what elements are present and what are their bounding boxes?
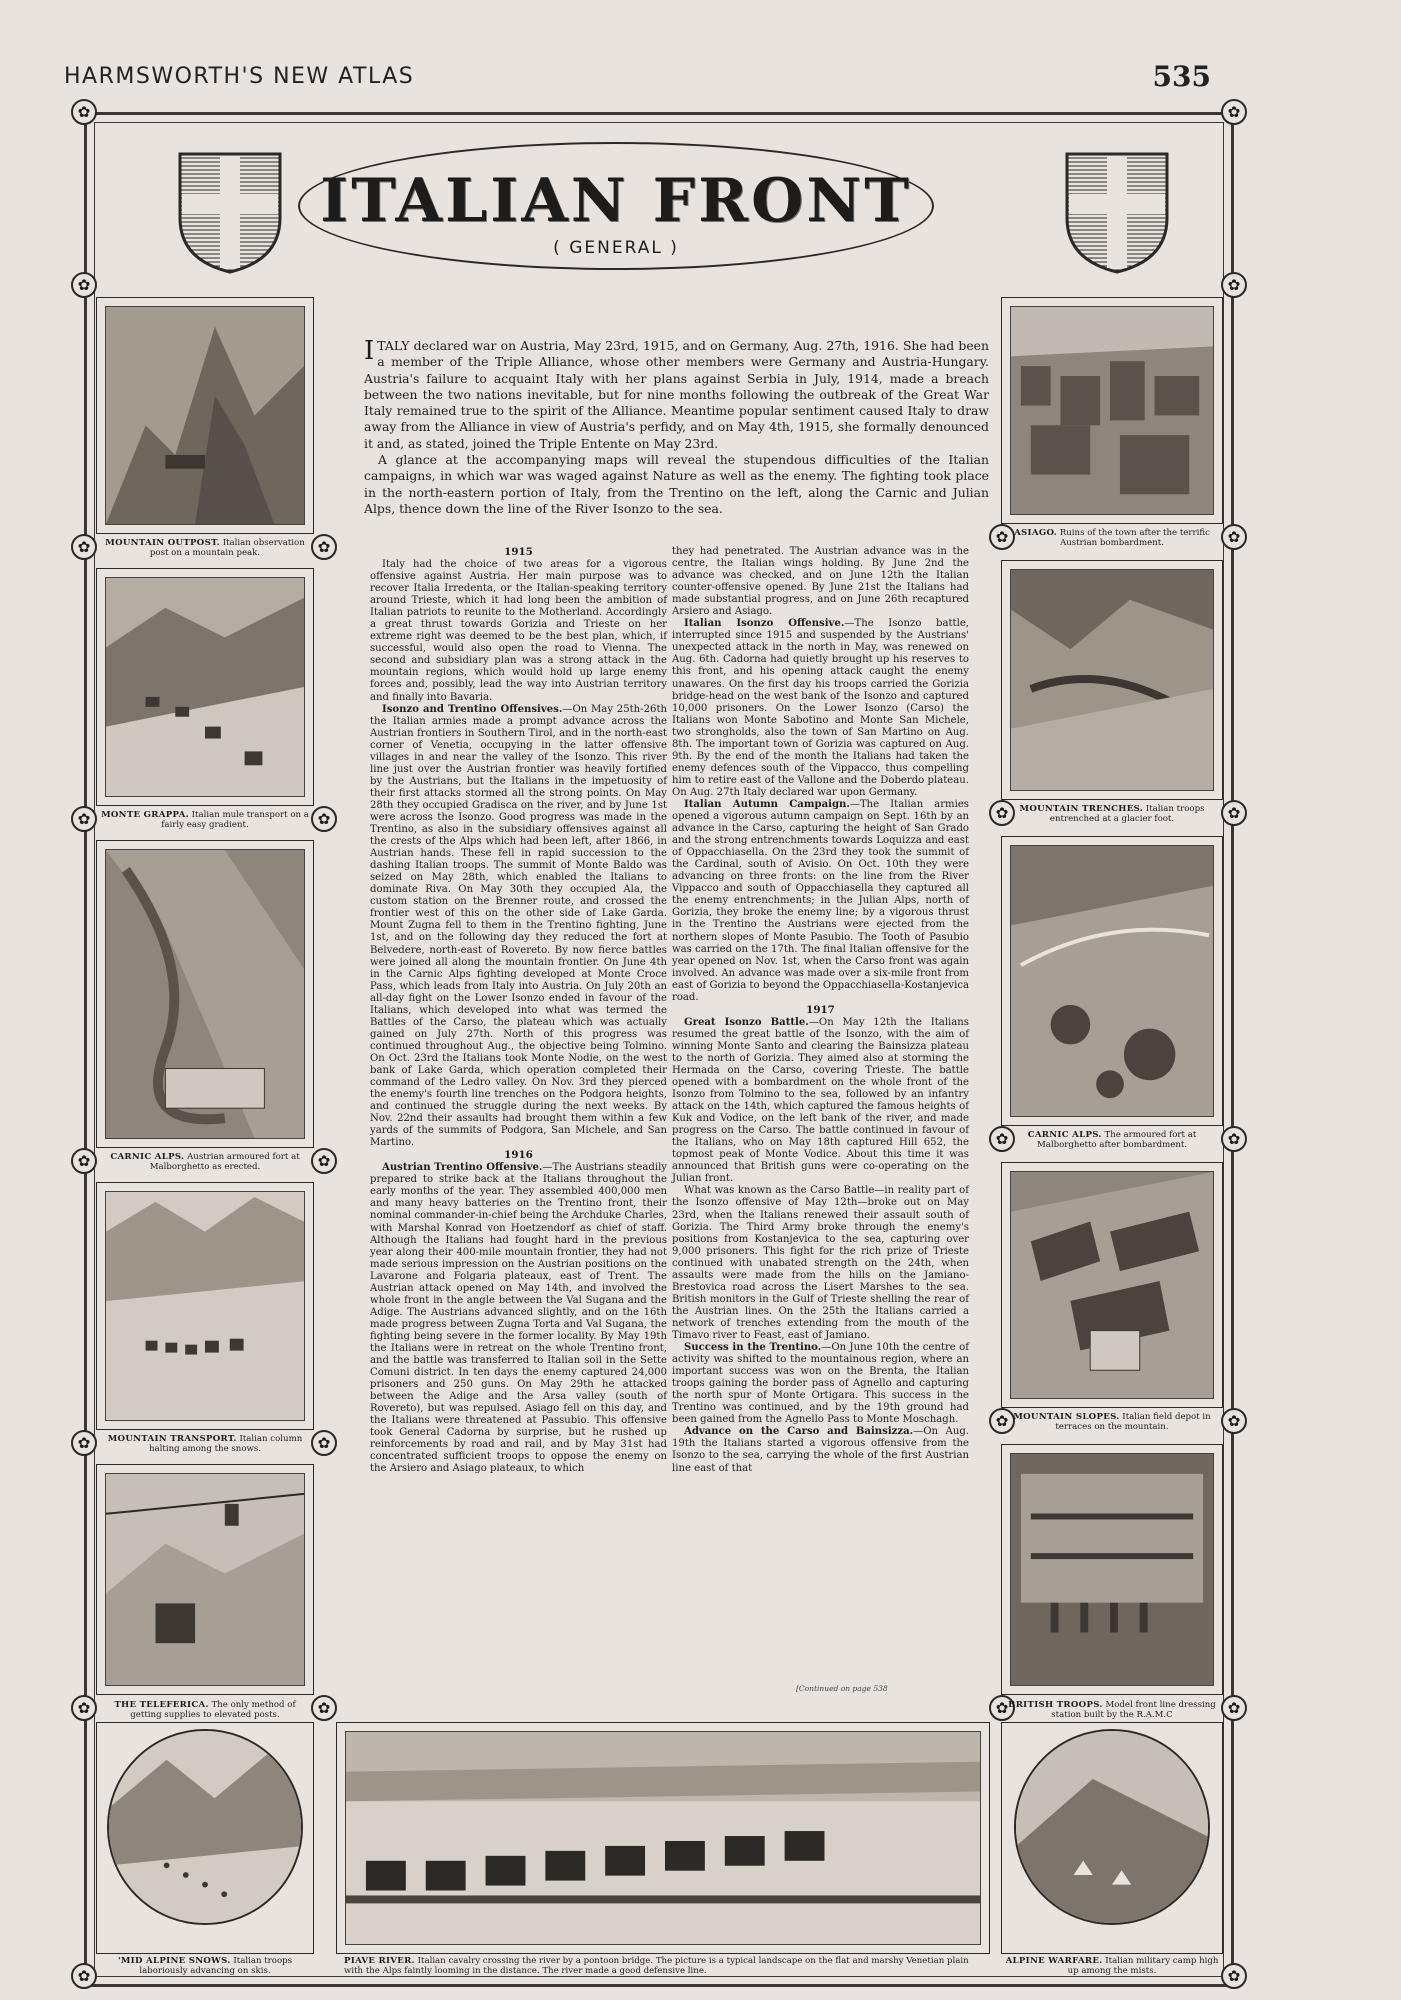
intro-text xyxy=(364,338,989,517)
paragraph: they had penetrated. The Austrian advance was in the centre, the Italian wings holding. By June 2nd the advance was checked, and on June 12th the Italian counter-offensive opened. By June 21st the Italians had made substantial progress, and on June 26th recaptured Arsiero and Asiago. xyxy=(672,546,969,618)
rosette-icon: ✿ xyxy=(71,1430,97,1456)
photo-teleferica xyxy=(96,1464,314,1695)
rosette-icon: ✿ xyxy=(989,800,1015,826)
rosette-icon: ✿ xyxy=(1221,1408,1247,1434)
rosette-icon: ✿ xyxy=(71,1148,97,1174)
photo-alpine-warfare-frame xyxy=(1001,1722,1223,1954)
drop-cap: I xyxy=(364,336,375,366)
caption-asiago: ASIAGO. Ruins of the town after the terrific Austrian bombardment. xyxy=(1014,528,1210,548)
photo-carnic-alps-bombarded xyxy=(1001,836,1223,1126)
photo-alpine-snows xyxy=(107,1729,303,1925)
paragraph: Great Isonzo Battle.—On May 12th the Italians resumed the great battle of the Isonzo, with the aim of winning Monte Santo and clearing the Bainsizza plateau to the north of Gorizia. They aimed also at storming the Hermada on the Carso, covering Trieste. The battle opened with a bombardment on the whole front of the Isonzo from Tolmino to the sea, followed by an infantry attack on the 14th, which captured the famous heights of Kuk and Vodice, on the left bank of the river, and made progress on the Carso. The battle continued in favour of the Italians, who on May 18th captured Hill 652, the topmost peak of Monte Vodice. About this time it was announced that British guns were co-operating on the Julian front. xyxy=(672,1016,969,1185)
intro-paragraph-1: ITALY declared war on Austria, May 23rd, 1915, and on Germany, Aug. 27th, 1916. She had been a member of the Triple Alliance, whose other members were Germany and Austria-Hungary. Austria's failure to acquaint Italy with her plans against Serbia in July, 1914, made a breach between the two nations inevitable, but for nine months following the outbreak of the Great War Italy remained true to the spirit of the Alliance. Meantime popular sentiment caused Italy to draw away from the Alliance in view of Austria's perfidy, and on May 4th, 1915, she formally denounced it and, as stated, joined the Triple Entente on May 23rd. xyxy=(364,336,989,451)
heading-1917: 1917 xyxy=(806,1003,835,1016)
savoy-cross-shield-icon xyxy=(1063,148,1171,276)
running-head: HARMSWORTH'S NEW ATLAS xyxy=(64,64,415,89)
savoy-cross-shield-icon xyxy=(176,148,284,276)
paragraph: Italian Isonzo Offensive.—The Isonzo battle, interrupted since 1915 and suspended by the Austrians' unexpected attack in the north in May, was renewed on Aug. 6th. Cadorna had quietly brought up his reserves to this front, and his opening attack caught the enemy unawares. On the first day his troops carried the Gorizia bridge-head on the west bank of the Isonzo and captured 10,000 prisoners. On the Lower Isonzo (Carso) the Italians won Monte Sabotino and Monte San Michele, two strongholds, also the town of San Martino on Aug. 8th. The important town of Gorizia was captured on Aug. 9th. By the end of the month the Italians had taken the enemy defences south of the Vippacco, thus compelling him to retire east of the Vallone and the Doberdo plateau. On Aug. 27th Italy declared war upon Germany. xyxy=(672,618,969,798)
caption-alpine-warfare: ALPINE WARFARE. Italian military camp high up among the mists. xyxy=(1005,1956,1219,1976)
rosette-icon: ✿ xyxy=(989,1408,1015,1434)
photo-mountain-transport xyxy=(96,1182,314,1430)
caption-carnic-alps-fort: CARNIC ALPS. Austrian armoured fort at Malborghetto as erected. xyxy=(110,1152,300,1172)
paragraph: What was known as the Carso Battle—in reality part of the Isonzo offensive of May 12th—broke out on May 23rd, when the Italians renewed their assault south of Gorizia. The Third Army broke through the enemy's positions from Kostanjevica to the sea, capturing over 9,000 prisoners. This fight for the rich prize of Trieste continued with unabated strength on the 24th, when assaults were made from the hills on the Jamiano-Brestovica road across the Lisert Marshes to the sea. British monitors in the Gulf of Trieste shelling the rear of the Austrian lines. On the 25th the Italians carried a network of trenches extending from the mouth of the Timavo river to Feast, east of Jamiano. xyxy=(672,1185,969,1341)
rosette-icon: ✿ xyxy=(989,524,1015,550)
photo-carnic-alps-fort xyxy=(96,840,314,1148)
rosette-icon: ✿ xyxy=(1221,272,1247,298)
rosette-icon: ✿ xyxy=(311,1695,337,1721)
continued-note: [Continued on page 538 xyxy=(796,1684,888,1693)
rosette-icon: ✿ xyxy=(71,272,97,298)
rosette-icon: ✿ xyxy=(1221,800,1247,826)
rosette-icon: ✿ xyxy=(311,806,337,832)
photo-monte-grappa xyxy=(96,568,314,806)
photo-mountain-outpost xyxy=(96,297,314,534)
caption-mountain-trenches: MOUNTAIN TRENCHES. Italian troops entrenched at a glacier foot. xyxy=(1019,804,1205,824)
corner-rosette-icon: ✿ xyxy=(71,99,97,125)
rosette-icon: ✿ xyxy=(989,1126,1015,1152)
photo-alpine-warfare xyxy=(1014,1729,1210,1925)
photo-mountain-trenches xyxy=(1001,560,1223,800)
rosette-icon: ✿ xyxy=(311,1430,337,1456)
paragraph: Isonzo and Trentino Offensives.—On May 25th-26th the Italian armies made a prompt advance across the Austrian frontiers in Southern Tirol, and in the north-east corner of Venetia, occupying in the latter offensive villages in and near the valley of the Isonzo. This river line just over the Austrian frontier was heavily fortified by the Austrians, but the Italians in the impetuosity of their first attacks stormed all the strong points. On May 28th they occupied Gradisca on the river, and by June 1st were across the Isonzo. Good progress was made in the Trentino, as also in the subsidiary offensives against all the crests of the Alps which had been left, after 1866, in Austrian hands. These fell in rapid succession to the dashing Italian troops. The summit of Monte Baldo was seized on May 28th, which enabled the Italians to dominate Riva. On May 30th they occupied Ala, the custom station on the Brenner route, and crossed the frontier west of this on the other side of Lake Garda. Mount Zugna fell to them in the Trentino fighting, June 1st, and on the following day they reduced the fort at Belvedere, north-east of Rovereto. By now fierce battles were joined all along the mountain frontier. On June 4th in the Carnic Alps fighting developed at Monte Croce Pass, which leads from Italy into Austria. On July 20th an all-day fight on the Lower Isonzo ended in favour of the Italians, which developed into what was termed the Battles of the Carso, the plateau which was actually gained on July 27th. North of this progress was continued throughout Aug., the objective being Tolmino. On Oct. 23rd the Italians took Monte Nodie, on the west bank of Lake Garda, which operation completed their command of the Ledro valley. On Nov. 3rd they pierced the enemy's fourth line trenches on the Podgora heights, and continued the struggle during the next weeks. By Nov. 22nd their assaults had brought them within a few yards of the summits of Podgora, San Michele, and San Martino. xyxy=(370,703,667,1149)
paragraph: Success in the Trentino.—On June 10th the centre of activity was shifted to the mountainous region, where an important success was won on the Brenta, the Italian troops gaining the border pass of Agnello and capturing the north spur of Monte Ortigara. This success in the Trentino was continued, and by the 19th ground had been gained from the Agnello Pass to Monte Moschagh. xyxy=(672,1342,969,1426)
heading-1915: 1915 xyxy=(504,546,533,558)
rosette-icon: ✿ xyxy=(1221,1126,1247,1152)
caption-alpine-snows: 'MID ALPINE SNOWS. Italian troops laboriously advancing on skis. xyxy=(117,1956,293,1976)
text-column-2 xyxy=(672,546,969,1475)
caption-mountain-outpost: MOUNTAIN OUTPOST. Italian observation post on a mountain peak. xyxy=(105,538,305,558)
paragraph: Advance on the Carso and Bainsizza.—On Aug. 19th the Italians started a vigorous offensive from the Isonzo to the sea, carrying the whole of the first Austrian line east of that xyxy=(672,1426,969,1474)
caption-monte-grappa: MONTE GRAPPA. Italian mule transport on a fairly easy gradient. xyxy=(101,810,309,830)
rosette-icon: ✿ xyxy=(71,1695,97,1721)
corner-rosette-icon: ✿ xyxy=(1221,1963,1247,1989)
rosette-icon: ✿ xyxy=(311,1148,337,1174)
rosette-icon: ✿ xyxy=(1221,1695,1247,1721)
paragraph: Italy had the choice of two areas for a vigorous offensive against Austria. Her main purpose was to recover Italia Irredenta, or the Italian-speaking territory around Trieste, which it had long been the ambition of Italian patriots to reunite to the Motherland. Accordingly a great thrust towards Gorizia and Trieste on her extreme right was deemed to be the best plan, which, if successful, would also open the road to Vienna. The second and subsidiary plan was a strong attack in the mountain regions, which would hold up large enemy forces and, possibly, lead the way into Austrian territory and finally into Bavaria. xyxy=(370,559,667,703)
rosette-icon: ✿ xyxy=(71,534,97,560)
caption-mountain-transport: MOUNTAIN TRANSPORT. Italian column halting among the snows. xyxy=(107,1434,303,1454)
page-title: ITALIAN FRONT xyxy=(320,166,912,236)
corner-rosette-icon: ✿ xyxy=(71,1963,97,1989)
corner-rosette-icon: ✿ xyxy=(1221,99,1247,125)
photo-piave-river xyxy=(336,1722,990,1954)
caption-mountain-slopes: MOUNTAIN SLOPES. Italian field depot in terraces on the mountain. xyxy=(1013,1412,1211,1432)
intro-paragraph-2: A glance at the accompanying maps will reveal the stupendous difficulties of the Italian campaigns, in which war was waged against Nature as well as the enemy. The fighting took place in the north-eastern portion of Italy, from the Trentino on the left, along the Carnic and Julian Alps, thence down the line of the River Isonzo to the sea. xyxy=(364,452,989,516)
rosette-icon: ✿ xyxy=(989,1695,1015,1721)
photo-british-troops xyxy=(1001,1444,1223,1695)
paragraph: Italian Autumn Campaign.—The Italian armies opened a vigorous autumn campaign on Sept. 16th by an advance in the Carso, capturing the height of San Grado and the strong entrenchments towards Loquizza and east of Oppacchiasella. On the 23rd they took the summit of the Cardinal, south of Avisio. On Oct. 10th they were advancing on three fronts: on the line from the River Vippacco and south of Oppacchiasella they captured all the enemy entrenchments; in the Julian Alps, north of Gorizia, they broke the enemy line; by a vigorous thrust in the Trentino the Austrians were ejected from the northern slopes of Monte Pasubio. The Tooth of Pasubio was carried on the 17th. The final Italian offensive for the year opened on Nov. 1st, when the Carso front was again involved. An advance was made over a six-mile front from east of Gorizia to beyond the Oppacchiasella-Kostanjevica road. xyxy=(672,798,970,1003)
caption-piave-river: PIAVE RIVER. Italian cavalry crossing the river by a pontoon bridge. The picture is a typical landscape on the flat and marshy Venetian plain with the Alps faintly looming in the distance. The river made a good defensive line. xyxy=(344,1956,969,1976)
title-oval xyxy=(298,142,934,270)
rosette-icon: ✿ xyxy=(1221,524,1247,550)
heading-1916: 1916 xyxy=(504,1149,533,1162)
photo-mountain-slopes xyxy=(1001,1162,1223,1408)
caption-british-troops: BRITISH TROOPS. Model front line dressing station built by the R.A.M.C xyxy=(1008,1700,1216,1720)
page-subtitle: ( GENERAL ) xyxy=(553,238,679,258)
text-column-1 xyxy=(370,546,667,1476)
rosette-icon: ✿ xyxy=(311,534,337,560)
paragraph: Austrian Trentino Offensive.—The Austrians steadily prepared to strike back at the Italians throughout the early months of the year. They assembled 400,000 men and many heavy batteries on the Trentino front, their nominal commander-in-chief being the Archduke Charles, with Marshal Konrad von Hoetzendorf as chief of staff. Although the Italians had fought hard in the previous year along their 400-mile mountain frontier, they had not made serious impression on the Austrian positions on the Lavarone and Folgaria plateaux, east of Trent. The Austrian attack opened on May 14th, and involved the whole front in the angle between the Val Sugana and the Adige. The Austrians advanced slightly, and on the 16th made progress between Zugna Torta and Val Sugana, the fighting being severe in the former locality. By May 19th the Italians were in retreat on the whole Trentino front, and the battle was transferred to Italian soil in the Sette Comuni district. In ten days the enemy captured 24,000 prisoners and 250 guns. On May 29th he attacked between the Adige and the Arsa valley (south of Rovereto), but was repulsed. Asiago fell on this day, and the Italians were threatened at Passubio. This offensive took General Cadorna by surprise, but he rushed up reinforcements by road and rail, and by May 31st had concentrated sufficient troops to oppose the enemy on the Arsiero and Asiago plateaux, to which xyxy=(370,1162,667,1475)
rosette-icon: ✿ xyxy=(71,806,97,832)
photo-asiago xyxy=(1001,297,1223,524)
photo-alpine-snows-frame xyxy=(96,1722,314,1954)
page-number: 535 xyxy=(1152,60,1211,93)
caption-teleferica: THE TELEFERICA. The only method of getting supplies to elevated posts. xyxy=(114,1700,296,1720)
caption-carnic-alps-bombarded: CARNIC ALPS. The armoured fort at Malborghetto after bombardment. xyxy=(1027,1130,1197,1150)
